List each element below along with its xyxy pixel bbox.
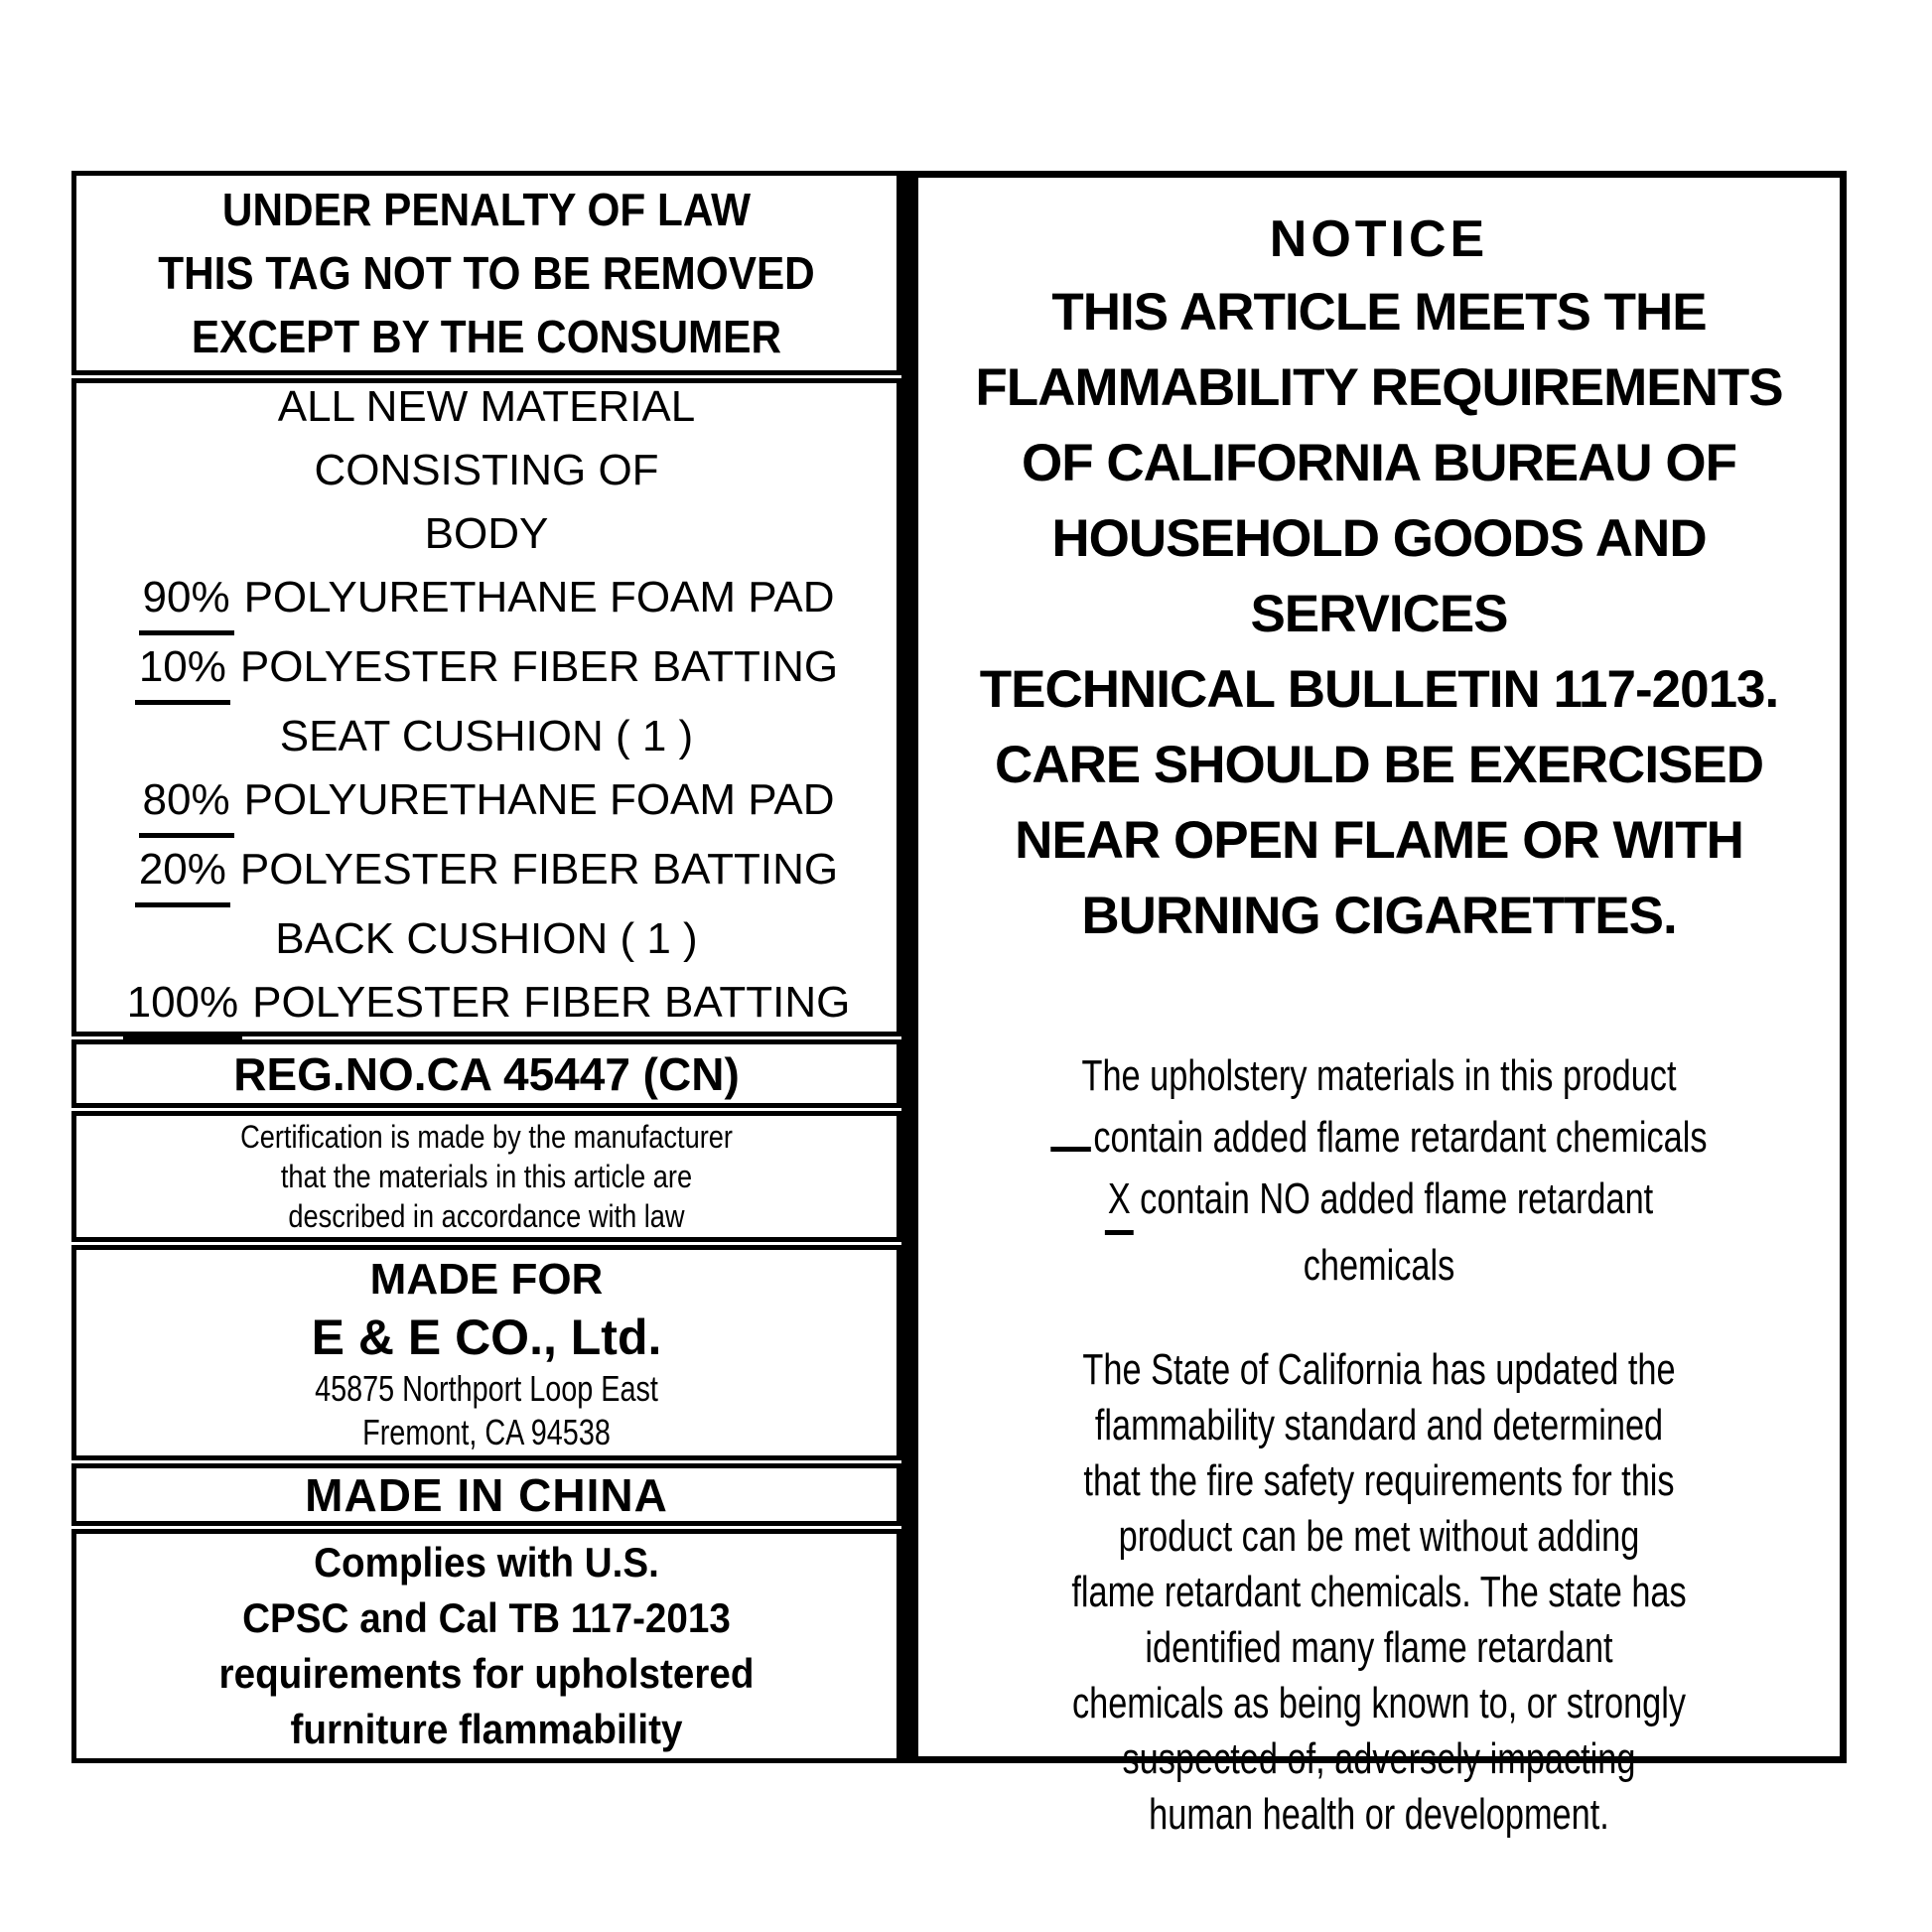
state-update-paragraph [1020,1342,1738,1843]
flame-retardant-disclosure [1020,1045,1738,1297]
certification-section [71,1111,901,1242]
disclosure-line: The upholstery materials in this product [1081,1051,1677,1100]
notice-heading-line: FLAMMABILITY REQUIREMENTS [975,358,1783,417]
material-row [76,566,897,635]
state-paragraph-line: The State of California has updated the [1082,1345,1676,1394]
compliance-line: requirements for upholstered [218,1650,755,1697]
state-paragraph-line: chemicals as being known to, or strongly [1071,1679,1687,1727]
registration-number: REG.NO.CA 45447 (CN) [233,1047,740,1100]
disclosure-option-unchecked [1020,1107,1738,1169]
percentage-value: 10% [135,635,230,705]
notice-title: NOTICE [1269,210,1489,268]
certification-line: described in accordance with law [288,1198,685,1234]
state-paragraph-line: flammability standard and determined [1094,1401,1664,1449]
notice-heading-line: TECHNICAL BULLETIN 117-2013. [979,660,1779,719]
material-name: POLYESTER FIBER BATTING [239,641,839,691]
state-paragraph-line: product can be met without adding [1118,1512,1640,1561]
materials-section [71,378,901,1036]
notice-heading-line: THIS ARTICLE MEETS THE [1051,283,1707,342]
material-name: POLYESTER FIBER BATTING [239,844,839,894]
made-for-section [71,1245,901,1460]
cushion-heading: BACK CUSHION ( 1 ) [275,913,698,963]
material-row [76,635,897,705]
penalty-line: EXCEPT BY THE CONSUMER [191,311,782,362]
material-name: POLYURETHANE FOAM PAD [243,774,835,824]
compliance-section [71,1529,901,1763]
notice-heading-line: CARE SHOULD BE EXERCISED [994,736,1764,794]
company-address-line: Fremont, CA 94538 [362,1411,611,1452]
cushion-heading: SEAT CUSHION ( 1 ) [279,711,694,760]
company-name: E & E CO., Ltd. [311,1309,662,1365]
made-in-section [71,1463,901,1526]
materials-heading: ALL NEW MATERIAL [277,381,696,431]
x-mark: X [1105,1169,1134,1235]
material-row [76,971,897,1040]
disclosure-option-text: contain added flame retardant chemicals [1093,1113,1708,1162]
country-of-origin: MADE IN CHINA [305,1468,668,1521]
percentage-value: 100% [123,971,243,1040]
state-paragraph-line: flame retardant chemicals. The state has [1071,1568,1687,1616]
material-row [76,768,897,838]
penalty-line: UNDER PENALTY OF LAW [221,184,752,235]
notice-heading-line: HOUSEHOLD GOODS AND SERVICES [1051,509,1707,643]
notice-heading-line: NEAR OPEN FLAME OR WITH [1015,811,1743,870]
compliance-line: CPSC and Cal TB 117-2013 [242,1594,731,1641]
state-paragraph-line: identified many flame retardant [1145,1623,1613,1672]
state-paragraph-line: suspected of, adversely impacting [1122,1734,1636,1783]
materials-heading: BODY [424,508,549,558]
notice-heading-line: BURNING CIGARETTES. [1081,887,1677,945]
law-tag-panel [71,171,901,1763]
compliance-line: furniture flammability [290,1706,683,1752]
company-address-line: 45875 Northport Loop East [315,1367,658,1409]
material-row [76,838,897,907]
state-paragraph-line: that the fire safety requirements for this [1083,1456,1675,1505]
disclosure-line: chemicals [1303,1241,1455,1290]
percentage-value: 80% [139,768,234,838]
notice-heading-line: OF CALIFORNIA BUREAU OF [1022,434,1736,492]
compliance-line: Complies with U.S. [314,1539,659,1586]
state-paragraph-line: human health or development. [1149,1790,1609,1839]
flammability-notice-panel [901,171,1847,1839]
penalty-line: THIS TAG NOT TO BE REMOVED [158,247,815,299]
certification-line: Certification is made by the manufacturer [240,1119,733,1155]
disclosure-option-text: contain NO added flame retardant [1140,1174,1654,1223]
materials-heading: CONSISTING OF [314,445,659,494]
blank-underline [1050,1110,1091,1152]
notice-heading [918,275,1840,954]
reg-no-section [71,1039,901,1108]
made-for-label: MADE FOR [369,1254,604,1304]
material-name: POLYURETHANE FOAM PAD [243,572,835,621]
certification-line: that the materials in this article are [280,1159,693,1194]
penalty-warning-section [71,171,901,375]
percentage-value: 90% [139,566,234,635]
disclosure-option-checked [1020,1169,1738,1235]
percentage-value: 20% [135,838,230,907]
material-name: POLYESTER FIBER BATTING [252,977,851,1027]
